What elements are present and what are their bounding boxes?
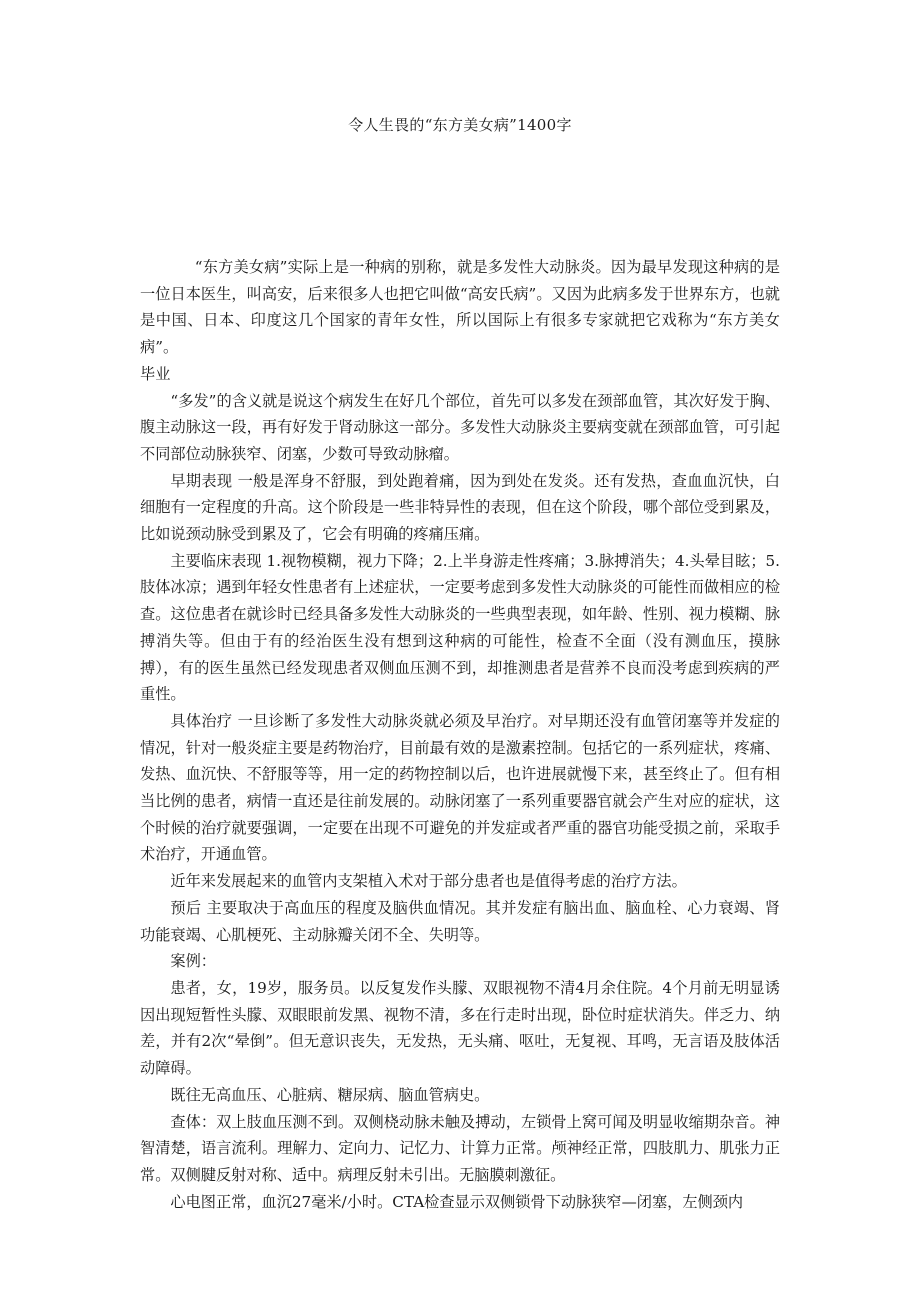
- paragraph-prognosis: 预后 主要取决于高血压的程度及脑供血情况。其并发症有脑出血、脑血栓、心力衰竭、肾功能衰竭、心肌梗死、主动脉瓣关闭不全、失明等。: [140, 898, 780, 944]
- document-body: [140, 254, 780, 1215]
- paragraph-multiple-sites: “多发”的含义就是说这个病发生在好几个部位，首先可以多发在颈部血管，其次好发于胸、腹主动脉这一段，再有好发于肾动脉这一部分。多发性大动脉炎主要病变就在颈部血管，可引起不同部位动脉狭窄、闭塞，少数可导致动脉瘤。: [140, 391, 780, 463]
- paragraph-case-history: 患者，女，19岁，服务员。以反复发作头朦、双眼视物不清4月余住院。4个月前无明显诱因出现短暂性头朦、双眼眼前发黑、视物不清，多在行走时出现，卧位时症状消失。伴乏力、纳差，并有2次“晕倒”。但无意识丧失，无发热，无头痛、呕吐，无复视、耳鸣，无言语及肢体活动障碍。: [140, 978, 780, 1078]
- paragraph-past-history: 既往无高血压、心脏病、糖尿病、脑血管病史。: [170, 1085, 490, 1104]
- document-title: 令人生畏的“东方美女病”1400字: [348, 116, 572, 134]
- paragraph-case-heading: 案例：: [170, 952, 216, 971]
- paragraph-treatment: 具体治疗 一旦诊断了多发性大动脉炎就必须及早治疗。对早期还没有血管闭塞等并发症的情况，针对一般炎症主要是药物治疗，目前最有效的是激素控制。包括它的一系列症状，疼痛、发热、血沉快、不舒服等等，用一定的药物控制以后，也许进展就慢下来，甚至终止了。但有相当比例的患者，病情一直还是往前发展的。动脉闭塞了一系列重要器官就会产生对应的症状，这个时候的治疗就要强调，一定要在出现不可避免的并发症或者严重的器官功能受损之前，采取手术治疗，开通血管。: [140, 711, 780, 864]
- paragraph-stray-word: 毕业: [140, 364, 171, 383]
- paragraph-intro: “东方美女病”实际上是一种病的别称，就是多发性大动脉炎。因为最早发现这种病的是一位日本医生，叫高安，后来很多人也把它叫做“高安氏病”。又因为此病多发于世界东方，也就是中国、日本、印度这几个国家的青年女性，所以国际上有很多专家就把它戏称为“东方美女病”。: [140, 258, 780, 357]
- paragraph-early-symptoms: 早期表现 一般是浑身不舒服，到处跑着痛，因为到处在发炎。还有发热，查血血沉快，白细胞有一定程度的升高。这个阶段是一些非特异性的表现，但在这个阶段，哪个部位受到累及，比如说颈动脉受到累及了，它会有明确的疼痛压痛。: [140, 471, 780, 544]
- paragraph-examination: 查体：双上肢血压测不到。双侧桡动脉未触及搏动，左锁骨上窝可闻及明显收缩期杂音。神智清楚，语言流利。理解力、定向力、记忆力、计算力正常。颅神经正常，四肢肌力、肌张力正常。双侧腱反射对称、适中。病理反射未引出。无脑膜刺激征。: [140, 1112, 780, 1184]
- paragraph-stent: 近年来发展起来的血管内支架植入术对于部分患者也是值得考虑的治疗方法。: [170, 872, 687, 891]
- paragraph-tests: 心电图正常，血沉27毫米/小时。CTA检查显示双侧锁骨下动脉狭窄—闭塞，左侧颈内: [170, 1192, 744, 1211]
- paragraph-clinical-symptoms: 主要临床表现 1.视物模糊，视力下降；2.上半身游走性疼痛；3.脉搏消失；4.头晕目眩；5.肢体冰凉；遇到年轻女性患者有上述症状，一定要考虑到多发性大动脉炎的可能性而做相应的检查。这位患者在就诊时已经具备多发性大动脉炎的一些典型表现，如年龄、性别、视力模糊、脉搏消失等。但由于有的经治医生没有想到这种病的可能性，检查不全面（没有测血压，摸脉搏），有的医生虽然已经发现患者双侧血压测不到，却推测患者是营养不良而没考虑到疾病的严重性。: [140, 551, 780, 704]
